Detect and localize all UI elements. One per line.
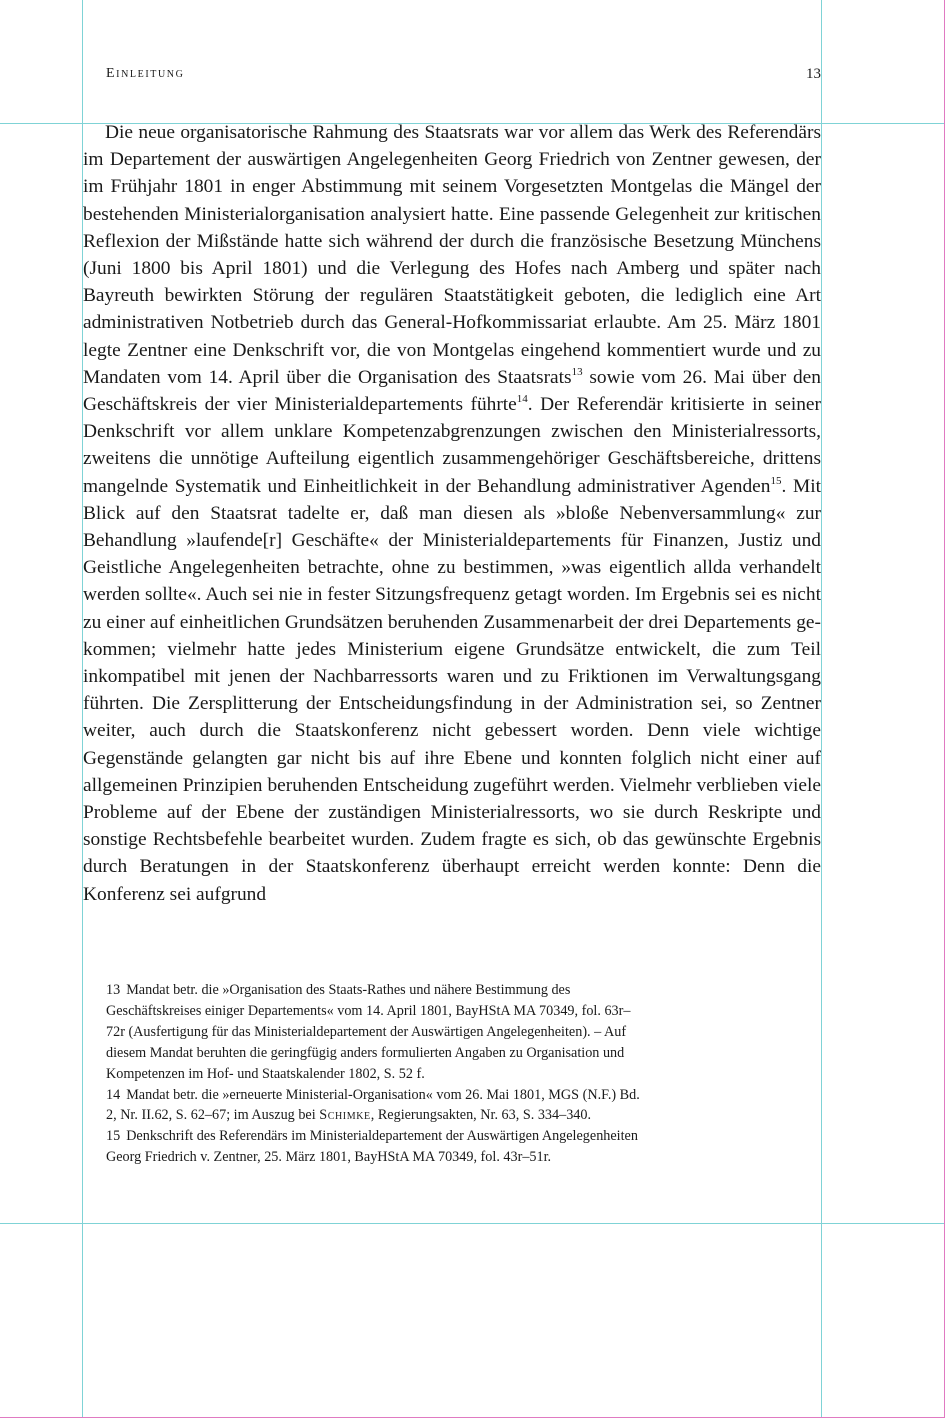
footnote-ref-14[interactable]: 14 bbox=[516, 393, 528, 406]
footnote-ref-13[interactable]: 13 bbox=[571, 365, 583, 378]
footnote-text: Denkschrift des Referendärs im Ministerialdepartement der Auswärtigen Angelegenheiten Georg Friedrich v. Zentner, 25. März 1801, BayHStA MA 70349, fol. 43r–51r. bbox=[106, 1128, 638, 1166]
margin-guide-right bbox=[821, 0, 822, 1418]
footnote-14 bbox=[106, 1085, 641, 1127]
page-number: 13 bbox=[806, 66, 821, 82]
body-text bbox=[83, 119, 821, 908]
footnote-13 bbox=[106, 980, 641, 1085]
footnote-author: Schimke bbox=[319, 1107, 371, 1124]
body-paragraph bbox=[83, 119, 821, 908]
footnote-number: 15 bbox=[106, 1128, 121, 1145]
margin-guide-bottom bbox=[0, 1223, 945, 1224]
body-segment: . Der Referendär kritisierte in seiner Denkschrift vor allem unklare Kompetenzabgrenzungen zwischen den Ministerialressorts, zweitens die unnötige Aufteilung eigentlich zusammengehöriger Geschäftsbereiche, drittens mangelnde Systematik und Einheitlichkeit in der Behandlung administrativer Agenden bbox=[83, 394, 821, 497]
footnote-number: 14 bbox=[106, 1086, 121, 1103]
footnote-text: , Regierungsakten, Nr. 63, S. 334–340. bbox=[370, 1107, 592, 1124]
footnotes bbox=[106, 980, 641, 1168]
body-segment: . Mit Blick auf den Staatsrat tadelte er, daß man diesen als »bloße Nebenversammlung« zur Behandlung »laufende[r] Geschäfte« der Ministerialdepartements für Finanzen, Justiz und Geistliche Angelegenheiten betrachte, ohne zu bestimmen, »was eigentlich allda verhandelt werden sollte«. Auch sei nie in fester Sitzungsfrequenz getagt worden. Im Ergebnis sei es nicht zu einer auf einheitlichen Grundsätzen beruhenden Zusammenarbeit der drei Departements gekommen; vielmehr hatte jedes Ministerium eigene Grundsätze entwickelt, die zum Teil inkompatibel mit jenen der Nachbarressorts waren und zu Friktionen im Verwaltungsgang führten. Die Zersplitterung der Entscheidungsfindung in der Administration sei, so Zentner weiter, auch durch die Staatskonferenz nicht gebessert worden. Denn viele wichtige Gegenstände gelangten gar nicht bis auf ihre Ebene und konnten folglich nicht einer auf allgemeinen Prinzipien beruhenden Entscheidung zugeführt werden. Vielmehr verblieben viele Probleme auf der Ebene der zuständigen Ministerialressorts, wo sie durch Reskripte und sonstige Rechtsbefehle bearbeitet wurden. Zudem fragte es sich, ob das gewünschte Ergebnis durch Beratungen in der Staatskonferenz überhaupt erreicht werden konnte: Denn die Konferenz sei aufgrund bbox=[83, 475, 821, 905]
footnote-text: Mandat betr. die »Organisation des Staats-Rathes und nähere Bestimmung des Geschäftskreises einiger Departements« vom 14. April 1801, BayHStA MA 70349, fol. 63r–72r (Ausfertigung für das Ministerialdepartement der Auswärtigen Angelegenheiten). – Auf diesem Mandat beruhten die geringfügig anders formulierten Angaben zu Organisation und Kompetenzen im Hof- und Staatskalender 1802, S. 52 f. bbox=[106, 982, 631, 1082]
footnote-ref-15[interactable]: 15 bbox=[770, 474, 782, 487]
running-head bbox=[106, 66, 822, 83]
footnote-number: 13 bbox=[106, 982, 121, 998]
body-segment: Die neue organisatorische Rahmung des Staatsrats war vor allem das Werk des Referendärs im Departement der auswärtigen Angelegenheiten Georg Friedrich von Zentner gewesen, der im Frühjahr 1801 in enger Abstimmung mit seinem Vorgesetzten Montgelas die Mängel der bestehenden Ministerialorganisation analysiert hatte. Eine passende Gelegenheit zur kritischen Reflexion der Mißstände hatte sich während der durch die französische Besetzung Münchens (Juni 1800 bis April 1801) und die Verlegung des Hofes nach Amberg und später nach Bayreuth bewirkten Störung der regulären Staatstätigkeit geboten, die lediglich eine Art administrativen Notbetrieb durch das General-Hofkommissariat erlaubte. Am 25. März 1801 legte Zentner eine Denkschrift vor, die von Montgelas eingehend kommentiert wurde und zu Mandaten vom 14. April über die Organisation des Staatsrats bbox=[83, 122, 821, 388]
body-segment: sowie vom 26. Mai über den Geschäftskreis der vier Ministerialdepartements führte bbox=[83, 366, 821, 416]
footnote-15 bbox=[106, 1126, 641, 1168]
running-head-title: Einleitung bbox=[106, 66, 185, 81]
footnote-text: Mandat betr. die »erneuerte Ministerial-Organisation« vom 26. Mai 1801, MGS (N.F.) Bd. 2, Nr. II.62, S. 62–67; im Auszug bei bbox=[106, 1086, 640, 1124]
